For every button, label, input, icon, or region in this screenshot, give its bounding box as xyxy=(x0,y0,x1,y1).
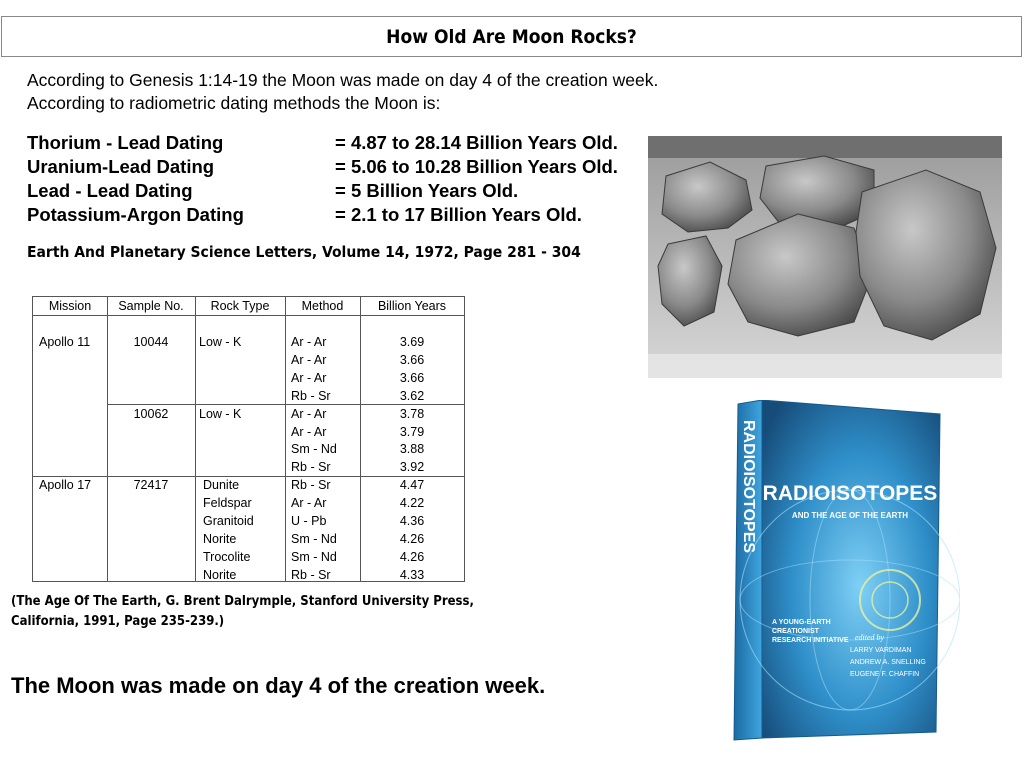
citation-book-line-1: (The Age Of The Earth, G. Brent Dalrymple, Stanford University Press, xyxy=(11,594,474,609)
table-cell-years: 3.66 xyxy=(399,352,425,367)
table-cell-rock: Granitoid xyxy=(203,514,254,528)
table-cell-method: Rb - Sr xyxy=(291,388,331,403)
book-editor: EUGENE F. CHAFFIN xyxy=(850,671,920,678)
table-cell-method: Ar - Ar xyxy=(291,424,327,439)
table-cell-years: 3.79 xyxy=(399,424,425,439)
radioisotopes-book-cover xyxy=(700,400,960,745)
book-illustration xyxy=(700,400,960,745)
table-cell-method: Ar - Ar xyxy=(291,370,327,385)
table-cell-rock: Norite xyxy=(203,567,237,582)
table-cell-years: 3.62 xyxy=(399,388,425,403)
table-header-years: Billion Years xyxy=(360,297,464,316)
table-cell-method: Ar - Ar xyxy=(291,406,327,421)
table-cell-method: Rb - Sr xyxy=(291,460,331,475)
dating-row xyxy=(27,203,618,227)
book-edited-by: edited by xyxy=(855,633,885,642)
intro-line-1: According to Genesis 1:14-19 the Moon was made on day 4 of the creation week. xyxy=(27,70,659,90)
table-cell-years: 4.33 xyxy=(399,567,425,582)
table-header-sample: Sample No. xyxy=(107,297,195,316)
table-cell-sample: 10062 xyxy=(133,406,169,421)
moon-rock-age-table xyxy=(32,296,465,582)
table-cell-rock: Feldspar xyxy=(203,496,252,511)
citation-journal: Earth And Planetary Science Letters, Volume 14, 1972, Page 281 - 304 xyxy=(27,243,581,261)
table-cell-years: 4.26 xyxy=(399,549,425,564)
dating-row xyxy=(27,155,618,179)
table-cell-rock: Low - K xyxy=(199,335,242,349)
intro-line-2: According to radiometric dating methods the Moon is: xyxy=(27,93,441,113)
table-divider xyxy=(195,297,196,581)
dating-method: Uranium-Lead Dating xyxy=(27,156,215,177)
book-editor: ANDREW A. SNELLING xyxy=(850,659,926,666)
table-cell-sample: 72417 xyxy=(133,478,169,493)
table-cell-rock: Norite xyxy=(203,531,237,546)
closing-statement: The Moon was made on day 4 of the creation week. xyxy=(11,673,546,698)
table-cell-method: Sm - Nd xyxy=(291,549,337,564)
table-header-method: Method xyxy=(285,297,360,316)
table-header-rock-type: Rock Type xyxy=(195,297,285,316)
dating-row xyxy=(27,179,618,203)
table-cell-mission: Apollo 17 xyxy=(39,478,92,493)
dating-method: Lead - Lead Dating xyxy=(27,180,193,201)
table-cell-sample: 10044 xyxy=(133,335,169,349)
table-cell-method: Rb - Sr xyxy=(291,478,331,493)
table-cell-years: 4.36 xyxy=(399,514,425,528)
table-cell-years: 4.22 xyxy=(399,496,425,511)
table-cell-years: 4.26 xyxy=(399,531,425,546)
dating-result: = 5 Billion Years Old. xyxy=(335,180,519,201)
book-tagline: A YOUNG-EARTH xyxy=(772,619,831,626)
citation-book-line-2: California, 1991, Page 235-239.) xyxy=(11,614,225,629)
book-tagline: RESEARCH INITIATIVE xyxy=(772,637,849,644)
slide-title: How Old Are Moon Rocks? xyxy=(1,16,1022,57)
table-cell-method: Rb - Sr xyxy=(291,567,331,582)
table-header-mission: Mission xyxy=(33,297,107,316)
table-cell-rock: Low - K xyxy=(199,406,242,421)
table-cell-rock: Dunite xyxy=(203,478,240,493)
dating-results xyxy=(27,131,618,227)
dating-result: = 5.06 to 10.28 Billion Years Old. xyxy=(335,156,618,177)
book-subtitle: AND THE AGE OF THE EARTH xyxy=(791,511,909,520)
citation-book xyxy=(11,592,474,632)
table-cell-years: 3.66 xyxy=(399,370,425,385)
moon-rocks-photo xyxy=(648,136,1002,378)
book-spine-title: RADIOISOTOPES xyxy=(740,420,757,554)
table-cell-method: U - Pb xyxy=(291,514,327,528)
table-cell-years: 4.47 xyxy=(399,478,425,493)
table-cell-method: Ar - Ar xyxy=(291,352,327,367)
table-cell-years: 3.69 xyxy=(399,335,425,349)
book-editor: LARRY VARDIMAN xyxy=(850,647,912,654)
table-cell-method: Sm - Nd xyxy=(291,531,337,546)
dating-method: Thorium - Lead Dating xyxy=(27,132,224,153)
table-cell-mission: Apollo 11 xyxy=(39,335,91,349)
table-divider xyxy=(285,297,286,581)
table-cell-years: 3.92 xyxy=(399,460,425,475)
table-cell-method: Ar - Ar xyxy=(291,335,327,349)
dating-row xyxy=(27,131,618,155)
table-cell-method: Ar - Ar xyxy=(291,496,327,511)
table-cell-years: 3.88 xyxy=(399,442,425,457)
book-title: RADIOISOTOPES xyxy=(762,482,938,505)
dating-result: = 4.87 to 28.14 Billion Years Old. xyxy=(335,132,618,153)
dating-result: = 2.1 to 17 Billion Years Old. xyxy=(335,204,582,225)
book-tagline: CREATIONIST xyxy=(772,628,819,635)
table-cell-rock: Trocolite xyxy=(203,549,251,564)
table-cell-years: 3.78 xyxy=(399,406,425,421)
table-cell-method: Sm - Nd xyxy=(291,442,337,457)
dating-method: Potassium-Argon Dating xyxy=(27,204,244,225)
intro-text xyxy=(27,69,658,115)
moon-rocks-illustration xyxy=(648,136,1002,378)
